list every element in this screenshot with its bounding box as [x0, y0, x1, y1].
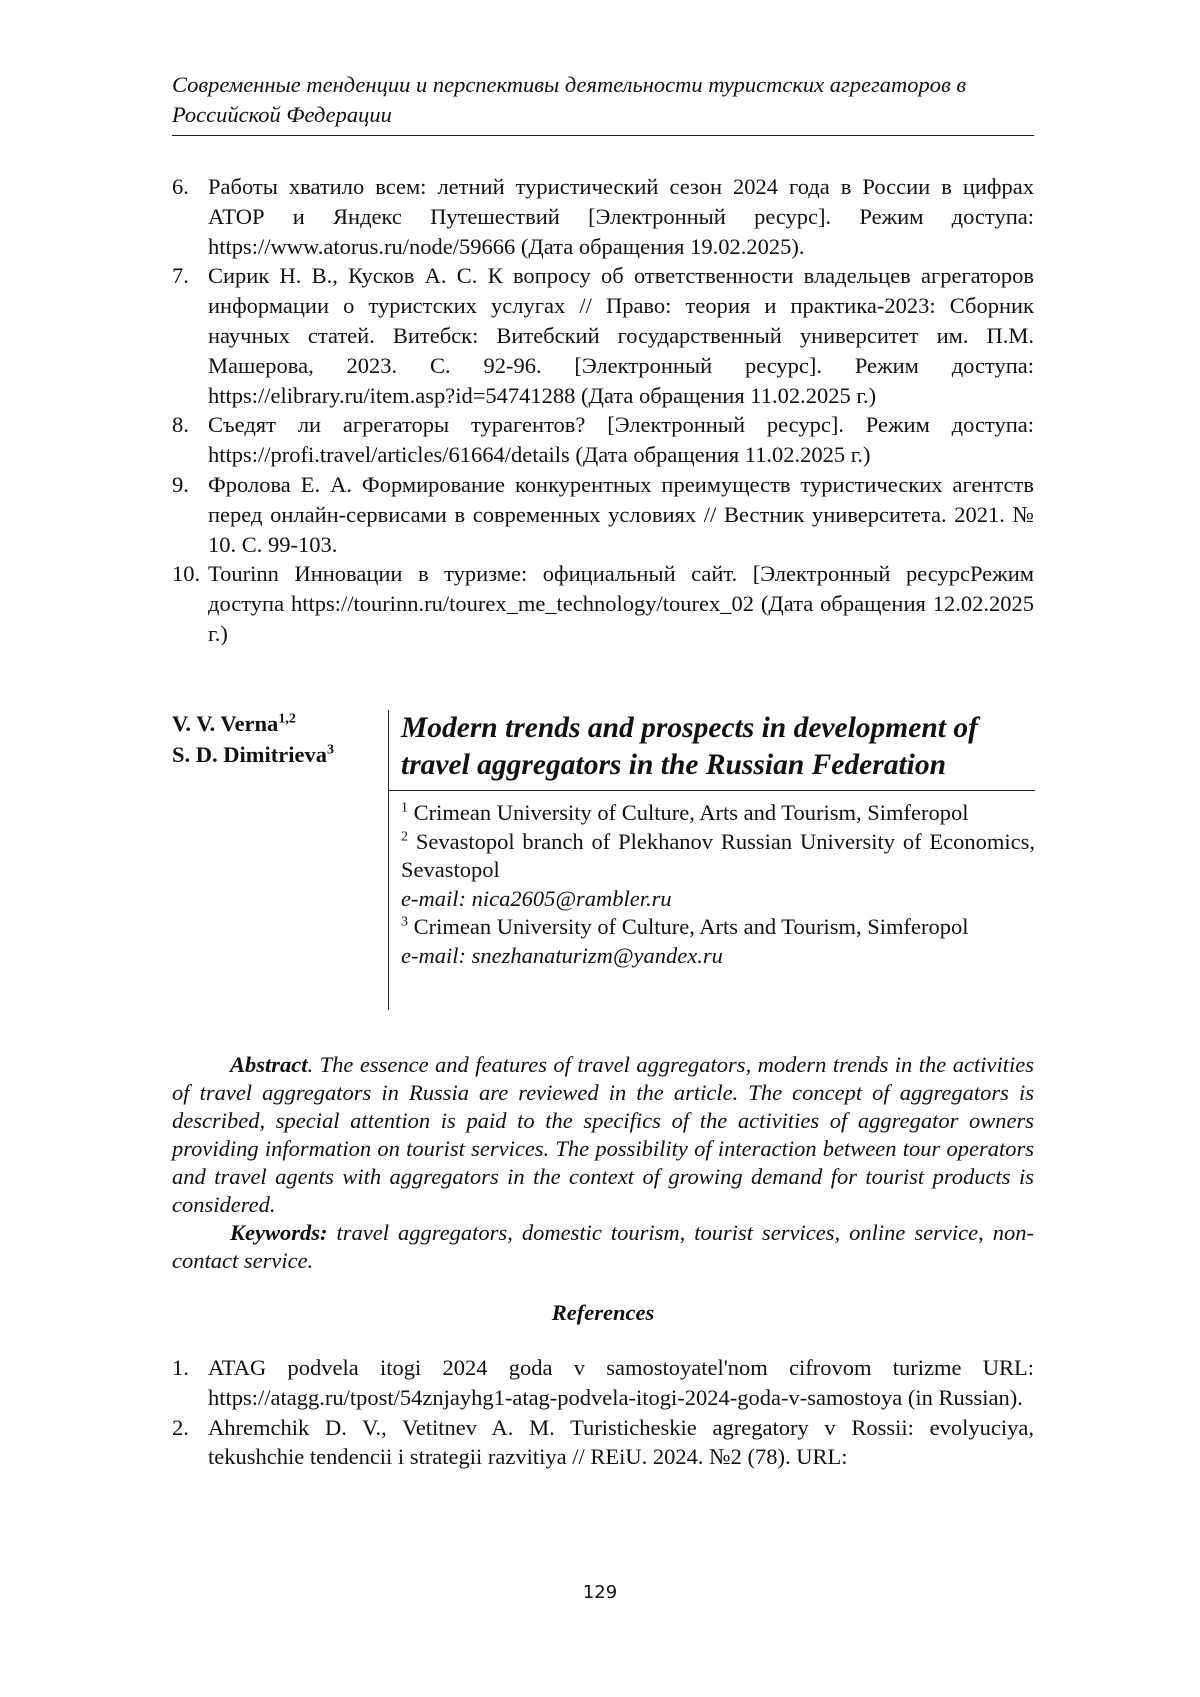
reference-number: 10.	[172, 561, 201, 587]
english-reference-list	[172, 1353, 1034, 1472]
keywords-text: travel aggregators, domestic tourism, tourist services, online service, non-contact service.	[172, 1220, 1034, 1273]
abstract-text: . The essence and features of travel aggregators, modern trends in the activities of travel aggregators in Russia are reviewed in the article. The concept of aggregators is described, special attention is paid to the specifics of the activities of aggregator owners providing information on tourist services. The possibility of interaction between tour operators and travel agents with aggregators in the context of growing demand for tourist products is considered.	[172, 1052, 1034, 1217]
reference-number: 1.	[172, 1355, 189, 1380]
reference-text: Tourinn Инновации в туризме: официальный сайт. [Электронный ресурсРежим доступа https://tourinn.ru/tourex_me_technology/tourex_02 (Дата обращения 12.02.2025 г.)	[208, 561, 1034, 646]
keywords-label: Keywords:	[230, 1220, 328, 1245]
author-affiliation-marker: 3	[326, 742, 334, 758]
affiliations	[389, 791, 1035, 970]
references-heading: References	[551, 1300, 655, 1325]
reference-number: 2.	[172, 1414, 189, 1440]
reference-text: Съедят ли агрегаторы турагентов? [Электронный ресурс]. Режим доступа: https://profi.travel/articles/61664/details (Дата обращения 11.02.2025 г.)	[208, 412, 1034, 468]
russian-reference-list	[172, 172, 1034, 649]
list-item	[172, 261, 1034, 410]
list-item	[172, 470, 1034, 559]
reference-text: Работы хватило всем: летний туристический сезон 2024 года в России в цифрах АТОР и Яндекс Путешествий [Электронный ресурс]. Режим доступа: https://www.atorus.ru/node/59666 (Дата обращения 19.02.2025).	[208, 174, 1034, 259]
reference-number: 7.	[172, 263, 189, 289]
title-block	[388, 710, 1035, 1010]
email-1: e-mail: nica2605@rambler.ru	[401, 885, 672, 911]
reference-number: 9.	[172, 471, 189, 497]
affiliation-2: $^2$ Sevastopol branch of Plekhanov Russian University of Economics, Sevastopol	[401, 828, 1035, 882]
list-item	[172, 1413, 1034, 1473]
abstract-label: Abstract	[230, 1052, 308, 1077]
author-name: V. V. Verna$^{1,2}$	[172, 711, 296, 736]
list-item	[172, 410, 1034, 470]
affiliation-3: $^3$ Crimean University of Culture, Arts and Tourism, Simferopol	[401, 914, 969, 939]
author-block	[172, 708, 334, 770]
list-item	[172, 559, 1034, 648]
reference-number: 8.	[172, 412, 189, 438]
reference-text: Фролова Е. А. Формирование конкурентных преимуществ туристических агентств перед онлайн-сервисами в современных условиях // Вестник университета. 2021. № 10. С. 99-103.	[208, 471, 1034, 557]
list-item	[172, 1353, 1034, 1413]
reference-number: 6.	[172, 174, 189, 199]
abstract-section	[172, 1051, 1034, 1275]
keywords-paragraph	[172, 1219, 1034, 1275]
article-title: Modern trends and prospects in development of travel aggregators in the Russian Federation	[389, 710, 1035, 791]
affiliation-1: $^1$ Crimean University of Culture, Arts and Tourism, Simferopol	[401, 800, 969, 825]
abstract-paragraph	[172, 1051, 1034, 1219]
list-item	[172, 172, 1034, 261]
reference-text: ATAG podvela itogi 2024 goda v samostoyatel'nom cifrovom turizme URL: https://atagg.ru/tpost/54znjayhg1-atag-podvela-itogi-2024-goda-v-samostoya (in Russian).	[208, 1355, 1034, 1410]
page-number: 129	[582, 1582, 618, 1603]
running-head: Современные тенденции и перспективы деятельности туристских агрегаторов в Российской Федерации	[172, 70, 1034, 136]
author-affiliation-marker: 1,2	[278, 711, 296, 727]
email-2: e-mail: snezhanaturizm@yandex.ru	[401, 942, 723, 968]
author-name: S. D. Dimitrieva$^3$	[172, 742, 334, 767]
reference-text: Сирик Н. В., Кусков А. С. К вопросу об ответственности владельцев агрегаторов информации о туристских услугах // Право: теория и практика-2023: Сборник научных статей. Витебск: Витебский государственный университет им. П.М. Машерова, 2023. С. 92-96. [Электронный ресурс]. Режим доступа: https://elibrary.ru/item.asp?id=54741288 (Дата обращения 11.02.2025 г.)	[208, 263, 1034, 408]
reference-text: Ahremchik D. V., Vetitnev A. M. Turisticheskie agregatory v Rossii: evolyuciya, tekushchie tendencii i strategii razvitiya // REiU. 2024. №2 (78). URL:	[208, 1414, 1034, 1470]
